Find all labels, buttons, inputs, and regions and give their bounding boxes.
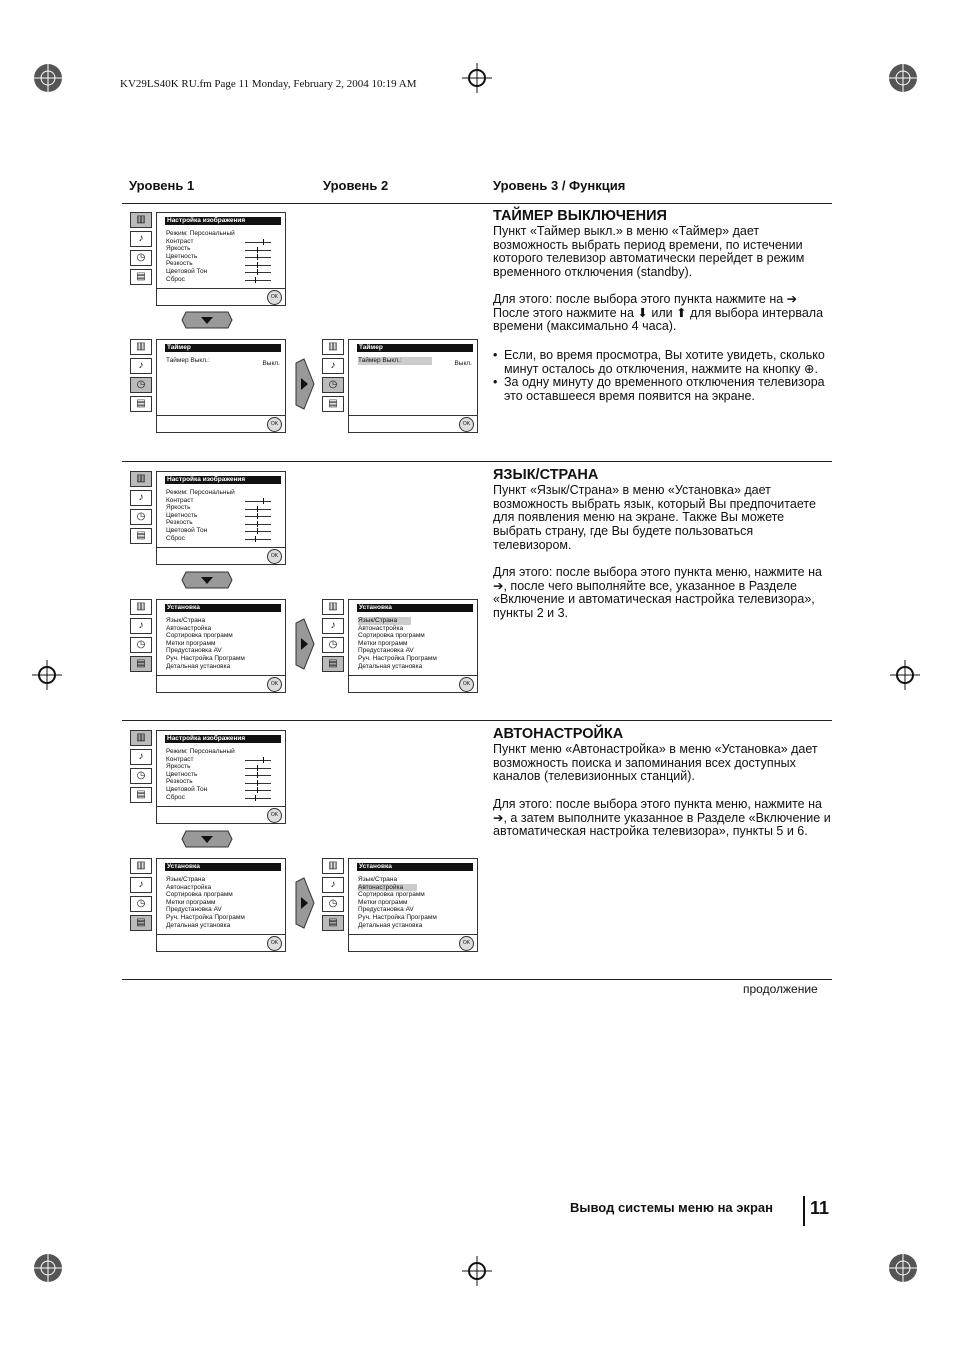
menu-item: Автонастройка [166,883,212,891]
clock-icon: ◷ [322,637,344,653]
menu-item: Таймер Выкл.: [166,357,210,364]
menu-item-highlighted: Таймер Выкл.: [358,357,432,365]
column-header-level2: Уровень 2 [323,178,389,193]
menu-title: Настройка изображения [165,476,281,484]
menu-item: Резкость [166,260,193,268]
menu-item: Сброс [166,534,185,542]
menu-item: Автонастройка [358,624,404,632]
menu-item: Предустановка AV [166,647,222,655]
slider-group [245,239,271,285]
ok-button-icon: OK [267,936,282,951]
clock-icon: ◷ [130,377,152,393]
ok-button-icon: OK [267,549,282,564]
menu-item: Яркость [166,763,191,771]
menu-item: Предустановка AV [358,647,414,655]
right-arrow-icon [294,617,316,671]
section-title-autotune: АВТОНАСТРОЙКА [493,726,624,742]
menu-item: Сортировка программ [358,891,425,899]
menu-title: Настройка изображения [165,735,281,743]
crosshair-icon [890,660,920,690]
menu-item: Язык/Страна [166,876,206,883]
picture-icon: ▥ [130,599,152,615]
down-arrow-icon [180,829,234,849]
bullet-item: • За одну минуту до временного отключения телевизора это оставшееся время появится на экране. [493,376,831,403]
menu-item: Метки программ [166,639,216,647]
menu-item: Контраст [166,237,194,245]
sound-icon: ♪ [130,877,152,893]
column-header-level1: Уровень 1 [129,178,195,193]
menu-item: Предустановка AV [358,906,414,914]
sound-icon: ♪ [130,358,152,374]
menu-item: Резкость [166,778,193,786]
page-number: 11 [810,1198,830,1218]
sound-icon: ♪ [130,618,152,634]
column-header-level3: Уровень 3 / Функция [493,178,626,193]
menu-picture-level1 [130,730,460,830]
clock-icon: ◷ [130,250,152,266]
clock-icon: ◷ [322,896,344,912]
picture-icon: ▥ [130,339,152,355]
registration-mark-icon [33,63,63,93]
file-info-line: KV29LS40K RU.fm Page 11 Monday, February 2, 2004 10:19 AM [120,78,417,90]
sound-icon: ♪ [322,877,344,893]
right-arrow-icon [294,357,316,411]
menu-item: Цветность [166,770,198,778]
ok-button-icon: OK [459,417,474,432]
menu-item: Язык/Страна [166,617,206,624]
continuation-note: продолжение [743,982,818,996]
divider [122,203,832,204]
menu-item: Резкость [166,519,193,527]
toolbox-icon: ▤ [322,656,344,672]
ok-button-icon: OK [267,808,282,823]
sound-icon: ♪ [130,749,152,765]
ok-button-icon: OK [267,417,282,432]
toolbox-icon: ▤ [322,396,344,412]
divider [122,979,832,980]
menu-item: Сброс [166,793,185,801]
ok-button-icon: OK [267,290,282,305]
registration-mark-icon [888,1253,918,1283]
toolbox-icon: ▤ [130,915,152,931]
menu-item: Руч. Настройка Программ [358,654,437,662]
down-arrow-icon [180,570,234,590]
menu-item: Метки программ [166,898,216,906]
picture-icon: ▥ [130,730,152,746]
toolbox-icon: ▤ [130,269,152,285]
menu-item: Контраст [166,755,194,763]
menu-item: Сортировка программ [358,632,425,640]
slider-group [245,498,271,544]
menu-item: Руч. Настройка Программ [166,654,245,662]
crosshair-icon [462,63,492,93]
menu-item: Метки программ [358,639,408,647]
section-text: Для этого: после выбора этого пункта меню, нажмите на ➔, а затем выполните указанное в Разделе «Включение и автоматическая настройка телевизора», пункты 5 и 6. [493,797,831,839]
clock-icon: ◷ [322,377,344,393]
menu-item: Цветовой Тон [166,526,208,534]
menu-item-highlighted: Автонастройка [358,884,417,892]
sound-icon: ♪ [130,490,152,506]
menu-picture-level1 [130,471,460,571]
toolbox-icon: ▤ [130,528,152,544]
menu-title: Установка [165,604,281,612]
registration-mark-icon [33,1253,63,1283]
down-arrow-icon [180,310,234,330]
crosshair-icon [462,1256,492,1286]
picture-icon: ▥ [130,858,152,874]
menu-item-highlighted: Язык/Страна [358,617,411,625]
menu-item: Детальная установка [358,662,423,670]
divider [122,461,832,462]
menu-item: Руч. Настройка Программ [166,913,245,921]
menu-item: Режим: Персональный [166,748,235,755]
menu-item: Предустановка AV [166,906,222,914]
menu-item: Детальная установка [166,921,231,929]
toolbox-icon: ▤ [130,787,152,803]
menu-item: Яркость [166,504,191,512]
footer-title: Вывод системы меню на экран [570,1200,773,1215]
menu-title: Установка [357,604,473,612]
toolbox-icon: ▤ [130,396,152,412]
ok-button-icon: OK [267,677,282,692]
menu-setup-level2 [322,858,652,958]
divider [122,720,832,721]
clock-icon: ◷ [130,509,152,525]
right-arrow-icon [294,876,316,930]
ok-button-icon: OK [459,936,474,951]
menu-title: Таймер [357,344,473,352]
menu-title: Установка [165,863,281,871]
picture-icon: ▥ [322,858,344,874]
menu-title: Таймер [165,344,281,352]
registration-mark-icon [888,63,918,93]
toolbox-icon: ▤ [130,656,152,672]
section-title-language: ЯЗЫК/СТРАНА [493,467,599,483]
sound-icon: ♪ [322,358,344,374]
menu-item: Руч. Настройка Программ [358,913,437,921]
clock-icon: ◷ [130,896,152,912]
menu-item: Детальная установка [166,662,231,670]
section-text: Пункт «Таймер выкл.» в меню «Таймер» дает возможность выбрать период времени, по истечении которого телевизор автоматически перейдет в режим временного отключения (standby). [493,224,805,280]
menu-item: Яркость [166,245,191,253]
sound-icon: ♪ [322,618,344,634]
menu-item: Цветовой Тон [166,785,208,793]
picture-icon: ▥ [322,339,344,355]
section-text: Пункт «Язык/Страна» в меню «Установка» дает возможность выбрать язык, который Вы предпочитаете для появления меню на экране. Также Вы можете выбрать страну, где Вы будете пользоваться телевизором. [493,483,816,552]
menu-item: Сортировка программ [166,632,233,640]
menu-item: Цветность [166,252,198,260]
crosshair-icon [32,660,62,690]
menu-item: Цветность [166,511,198,519]
menu-item: Цветовой Тон [166,267,208,275]
menu-item: Метки программ [358,898,408,906]
clock-icon: ◷ [130,768,152,784]
slider-group [245,757,271,803]
divider [803,1196,805,1226]
menu-item: Детальная установка [358,921,423,929]
menu-value: Выкл. [454,360,472,367]
section-text: Для этого: после выбора этого пункта нажмите на ➔ После этого нажмите на ⬇ или ⬆ для выбора интервала времени (максимально 4 часа). [493,292,824,334]
menu-title: Настройка изображения [165,217,281,225]
clock-icon: ◷ [130,637,152,653]
ok-button-icon: OK [459,677,474,692]
section-title-timer: ТАЙМЕР ВЫКЛЮЧЕНИЯ [493,208,667,224]
sound-icon: ♪ [130,231,152,247]
bullet-item: • Если, во время просмотра, Вы хотите увидеть, сколько минут осталось до отключения, нажмите на кнопку ⊕. [493,349,831,376]
menu-item: Сортировка программ [166,891,233,899]
section-text: Для этого: после выбора этого пункта меню, нажмите на ➔, после чего выполняйте все, указанное в Разделе «Включение и автоматическая настройка телевизора», пункты 2 и 3. [493,565,822,621]
menu-item: Язык/Страна [358,876,398,883]
menu-value: Выкл. [262,360,280,367]
menu-item: Режим: Персональный [166,489,235,496]
picture-icon: ▥ [130,212,152,228]
menu-item: Режим: Персональный [166,230,235,237]
picture-icon: ▥ [130,471,152,487]
menu-item: Автонастройка [166,624,212,632]
menu-item: Контраст [166,496,194,504]
menu-picture-level1 [130,212,460,312]
menu-title: Установка [357,863,473,871]
toolbox-icon: ▤ [322,915,344,931]
picture-icon: ▥ [322,599,344,615]
menu-item: Сброс [166,275,185,283]
section-text: Пункт меню «Автонастройка» в меню «Установка» дает возможность поиска и запоминания всех доступных каналов (телевизионных станций). [493,742,818,784]
bullet-list [493,349,831,404]
